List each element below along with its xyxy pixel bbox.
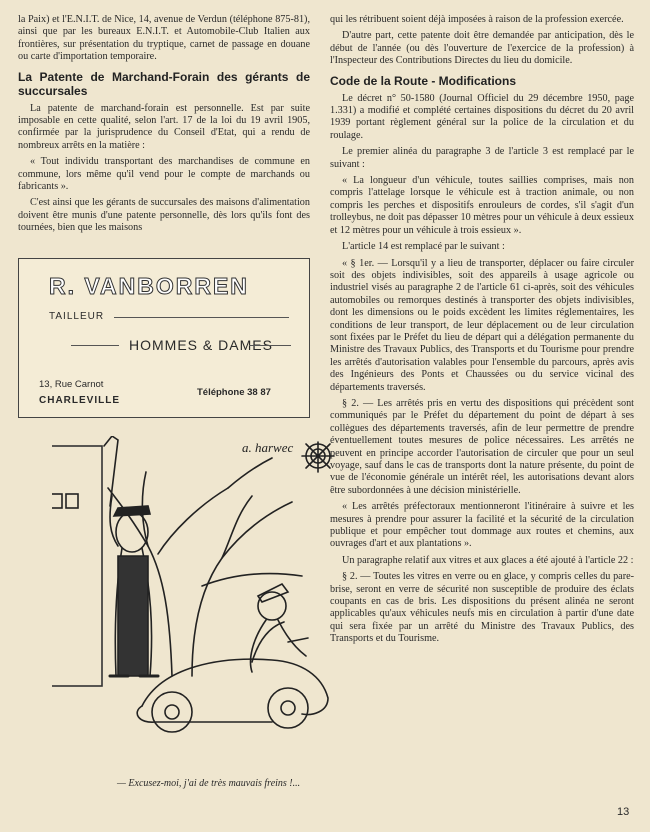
- divider-line: [71, 345, 119, 346]
- left-column: [18, 14, 310, 239]
- code-route-paragraph-6: § 2. — Les arrêtés pris en vertu des dispositions qui précèdent sont communiqués par le Préfet du département du point de départ à ses collègues des départements traversés, afin de leur permettre de prendre éventuellement toutes mesures de police nécessaires. Les arrêtés ne peuvent en principe accorder l'autorisation de circuler que pour un seul voyage, sauf dans le cas de transports dont la nature présente, du point de vue de l'économie générale un intérêt réel, les autorisations devant alors être subordonnées à une décision ministérielle.: [330, 397, 634, 496]
- code-route-paragraph-8: Un paragraphe relatif aux vitres et aux glaces a été ajouté à l'article 22 :: [342, 554, 634, 566]
- code-route-paragraph-5: « § 1er. — Lorsqu'il y a lieu de transporter, déplacer ou faire circuler soit des objets indivisibles, soit des appareils à usage agricole ou industriel visés au paragraphe 2 de l'article 61 ci-après, soit des véhicules automobiles ou remorques destinés à transporter des objets indivisibles, dont les dimensions ou le poids excèdent les limites réglementaires, les conditions de leur transport, de leur déplacement ou de leur circulation sont fixées par le Préfet du lieu de départ qui a délégation permanente du Ministre des Travaux Publics, des Transports et du Tourisme pour prendre les arrêtés d'autorisation valables pour l'ensemble du parcours, après avis des Ingénieurs des Ponts et Chaussées ou du service vicinal des départements traversés.: [330, 257, 634, 393]
- advertiser-clientele: HOMMES & DAMES: [129, 337, 273, 353]
- advertiser-city: CHARLEVILLE: [39, 395, 120, 406]
- code-route-paragraph-1: Le décret n° 50-1580 (Journal Officiel du 29 décembre 1950, page 1.331) a modifié et complété certaines dispositions du décret du 20 avril 1939 portant règlement général sur la police de la circulation et du roulage.: [330, 92, 634, 141]
- code-route-paragraph-4: L'article 14 est remplacé par le suivant :: [342, 241, 505, 253]
- section-heading-patente: La Patente de Marchand-Forain des gérants de succursales: [18, 69, 310, 98]
- intro-paragraph: la Paix) et l'E.N.I.T. de Nice, 14, avenue de Verdun (téléphone 875-81), ainsi que par les bureaux E.N.I.T. et Automobile-Club Italien aux frontières, sur présentation du tryptique, carnet de passage en douane ou carte d'importation temporaire.: [18, 14, 310, 63]
- code-route-paragraph-9: § 2. — Toutes les vitres en verre ou en glace, y compris celles du pare-brise, seront en verre de sécurité non susceptible de produire des éclats coupants en cas de bris. Les dispositions du présent alinéa ne seront applicables qu'aux véhicules neufs mis en circulation à partir d'une date qui sera fixée par un arrêté du Ministre des Travaux Publics, des Transports et du Tourisme.: [330, 571, 634, 645]
- cartoon-signature: a. harwec: [242, 440, 294, 455]
- right-column: [330, 14, 634, 650]
- section-heading-code-route: Code de la Route - Modifications: [330, 73, 517, 88]
- cartoon-illustration: [52, 436, 342, 756]
- advertiser-trade: TAILLEUR: [49, 311, 105, 322]
- cartoon-drawing: [52, 436, 342, 756]
- code-route-paragraph-7: « Les arrêtés préfectoraux mentionneront l'itinéraire à suivre et les mesures à prendre pour assurer la facilité et la sécurité de la circulation publique et pour empêcher tout dommage aux routes et chemins, aux ouvrages d'art et aux plantations ».: [330, 501, 634, 550]
- code-route-paragraph-3: « La longueur d'un véhicule, toutes saillies comprises, mais non compris l'attelage lorsque le véhicule est à traction animale, ou non compris les perches et dispositifs enrouleurs de cordes, s'il s'agit d'un trolleybus, ne doit pas dépasser 10 mètres pour un véhicule à deux essieux et 12 mètres pour un véhicule à trois essieux ».: [330, 175, 634, 236]
- advertisement-box: [18, 258, 310, 418]
- divider-line: [114, 317, 289, 318]
- advertiser-phone: Téléphone 38 87: [197, 387, 271, 398]
- patente-continuation: qui les rétribuent soient déjà imposées à raison de la profession exercée.: [330, 14, 624, 25]
- cartoon-caption: — Excusez-moi, j'ai de très mauvais freins !...: [117, 778, 301, 789]
- advertiser-address: 13, Rue Carnot: [39, 379, 104, 390]
- page-number: 13: [617, 806, 630, 818]
- advertiser-name: R. VANBORREN: [49, 273, 249, 299]
- code-route-paragraph-2: Le premier alinéa du paragraphe 3 de l'article 3 est remplacé par le suivant :: [330, 146, 634, 170]
- divider-line: [249, 345, 291, 346]
- patente-anticipation: D'autre part, cette patente doit être demandée par anticipation, dès le début de l'année (ou dès l'ouverture de l'exercice de la profession) à l'Inspecteur des Contributions Directes du lieu du domicile.: [330, 30, 634, 67]
- patente-paragraph-3: C'est ainsi que les gérants de succursales des maisons d'alimentation doivent être munis d'une patente personnelle, dès lors qu'ils font des tournées, bien que les maisons: [18, 197, 310, 234]
- patente-paragraph-2: « Tout individu transportant des marchandises de commune en commune, lors même qu'il vend pour le compte de marchands ou fabricants ».: [18, 156, 310, 193]
- patente-paragraph-1: La patente de marchand-forain est personnelle. Est par suite imposable en cette qualité, selon l'art. 17 de la loi du 19 avril 1905, confirmée par la jurisprudence du Conseil d'Etat, qui a rendu de nombreux arrêts en la matière :: [18, 102, 310, 151]
